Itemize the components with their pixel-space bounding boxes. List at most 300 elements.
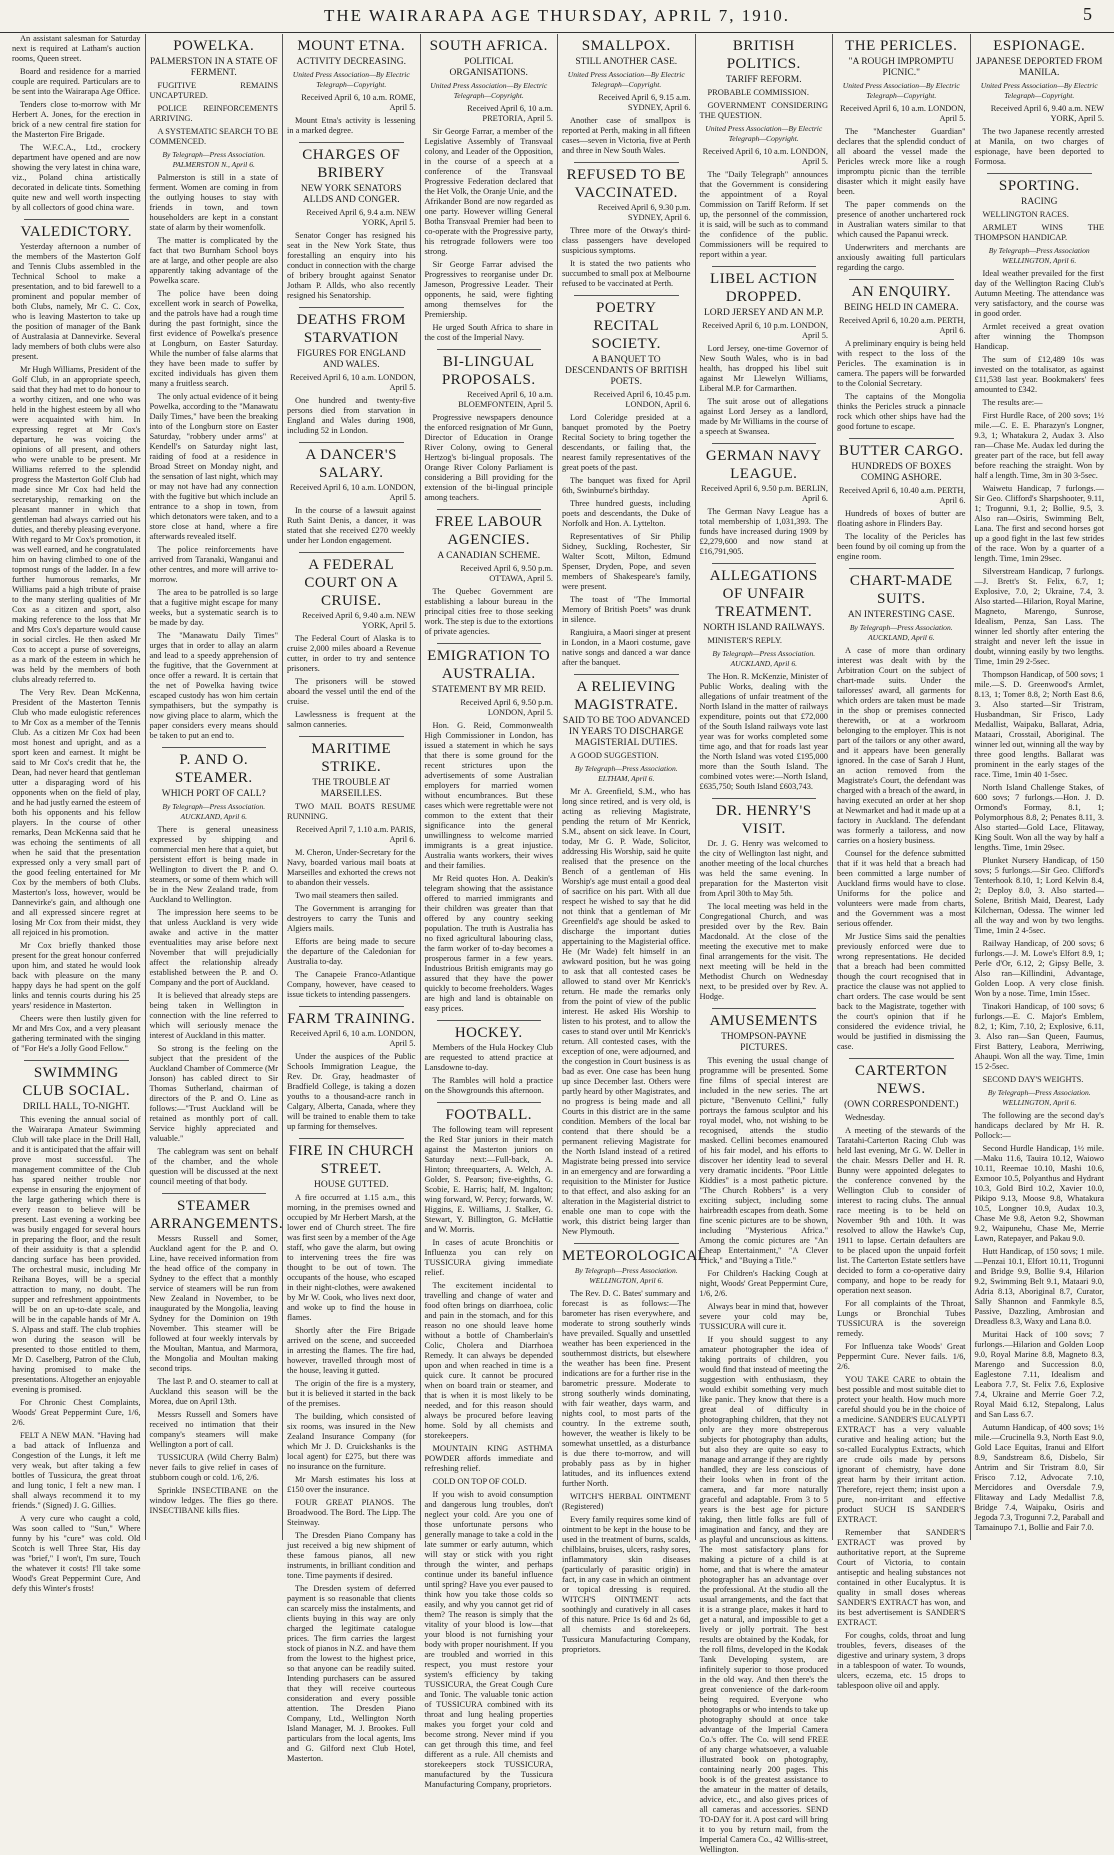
article-headline: EMIGRATION TO AUSTRALIA. [427,648,551,682]
article-paragraph: For Children's Hacking Cough at night, Woods' Great Peppermint Cure, 1/6, 2/6. [699,1269,828,1298]
article-paragraph: The captains of the Mongolia thinks the Pericles struck a pinnacle rock which other ships have had the good fortune to escape. [837,392,966,431]
article [700,447,829,557]
article-divider [437,1020,542,1021]
article [287,37,416,136]
article [837,283,966,432]
article-paragraph: The following are the second day's handicaps declared by Mr H. R. Pollock:— [974,1111,1104,1140]
article-paragraph: The banquet was fixed for April 6th, Swinburne's birthday. [562,476,691,495]
article-headline: POETRY RECITAL SOCIETY. [591,300,661,352]
article-divider [987,173,1093,174]
article [12,34,141,213]
article-paragraph: Received April 6, 10 a.m. LONDON, April 5. [290,1029,416,1048]
article-paragraph: COLD ON TOP OF COLD. [432,1477,527,1486]
article-divider [574,674,679,675]
article-paragraph: M. Cheron, Under-Secretary for the Navy, boarded various mail boats at Marseilles and exhorted the crews not to abandon their vessels. [287,848,416,887]
article-divider [574,162,679,163]
article-paragraph: The only actual evidence of it being Powelka, according to the "Manawatu Daily Times," have been the breaking into of the Longburn store on Easter Saturday, "robbery under arms" at Kendell's on Saturday night last, raiding of food at a residence in Broad Street on Monday night, and the sensation of last night, which may or may not have had any connection with the fugitive but which include an entrance to a shop in town, from which detonators were taken, and to a store close at hand, where a fire afterwards revealed itself. [149,392,278,541]
article-paragraph: POLICE REINFORCEMENTS ARRIVING. [149,104,278,123]
article-subheadline: JAPANESE DEPORTED FROM MANILA. [976,57,1103,78]
article-paragraph: The matter is complicated by the fact that two Burnham School boys are at large, and other people are also apparently taking advantage of the Powelka scare. [149,236,278,285]
article-paragraph: The "Daily Telegraph" announces that the Government is considering the appointment of a Royal Commission on Tariff Reform. If set up, the personnel of the commission, it is said, will be such as to command the confidence of the public. Commissioners will be required to report within a year. [699,170,828,259]
article-divider [299,1006,404,1007]
article-paragraph: A GOOD SUGGESTION. [570,751,659,760]
article-paragraph: Received April 6, 9.4 a.m. NEW YORK, April 5. [306,208,416,227]
article-subheadline: FIGURES FOR ENGLAND AND WALES. [296,349,406,370]
article [425,1106,554,1790]
article [287,1142,416,1764]
article-paragraph: Received April 6, 9.50 p.m. BERLIN, April 6. [700,484,828,503]
article-divider [299,1138,404,1139]
article-paragraph: GOVERNMENT CONSIDERING THE QUESTION. [699,101,828,120]
article-paragraph: Underwriters and merchants are anxiously awaiting full particulars regarding the cargo. [837,243,966,272]
article-paragraph: FOUR GREAT PIANOS. The Broadwood. The Bord. The Lipp. The Steinway. [287,1498,416,1527]
article-paragraph: The Federal Court of Alaska is to cruise 2,000 miles aboard a Revenue cutter, in order to try and sentence prisoners. [287,634,416,673]
article-paragraph: The police have been doing excellent work in search of Powelka, and the patrols have had a rough time during the past fortnight, since the first evidence of Powelka's presence at Longburn, on Easter Saturday. While the number of false alarms that they have been made to suffer by excited individuals has given them many a fruitless search. [149,289,278,388]
article-subheadline: SAID TO BE TOO ADVANCED IN YEARS TO DISCHARGE MAGISTERIAL DUTIES. [562,716,690,748]
article [700,802,829,1002]
article-paragraph: Received April 6, 9.40 a.m. NEW YORK, April 5. [990,104,1104,123]
article-paragraph: It is believed that already steps are being taken in Wellington in connection with the line referred to which will seriously menace the interest of Auckland in this matter. [149,991,278,1040]
article-subheadline: RACING [1021,197,1058,207]
article-divider [162,747,267,748]
article-paragraph: Received April 6, 10 a.m. LONDON, April 5. [290,483,416,502]
article-paragraph: MOUNTAIN KING ASTHMA POWDER affords immediate and refreshing relief. [424,1444,553,1473]
article-divider [299,307,404,308]
article-paragraph: Sprinkle INSECTIBANE on the window ledges. The flies go there. INSECTIBANE kills flies. [149,1486,278,1515]
article-paragraph: Received April 6, 10 a.m. PRETORIA, April 5. [467,104,553,123]
article-paragraph: Mr Justice Sims said the penalties previously enforced were due to wrong representations. He decided that a breach had been committed though the court recognised that in practice the clause was not applied to chart orders. The case would be sent back to the Magistrate, together with the court's opinion that if he considered the evidence trivial, he would be justified in dismissing the case. [837,932,966,1051]
article-paragraph: The two Japanese recently arrested at Manila, on two charges of espionage, have been deported to Formosa. [974,127,1104,166]
article [287,1010,416,1132]
article-paragraph: Efforts are being made to secure the departure of the Caledonian for Australia to-day. [287,937,416,966]
article-headline: STEAMER ARRANGEMENTS. [149,1198,284,1232]
article-paragraph: The Quebec Government are establishing a labour bureau in the principal cities free to those seeking work. The step is due to the extortions of private agencies. [424,587,553,636]
article-divider [299,552,404,553]
article-paragraph: Under the auspices of the Public Schools Immigration League, the Rev. Dr. Gray, headmaster of Bradfield College, is taking a dozen youths to a thousand-acre ranch in Calgary, Alberta, Canada, where they will be trained to enable them to take up farming for themselves. [287,1052,416,1131]
article-divider [712,266,817,267]
article-divider [299,442,404,443]
article-paragraph: This evening the usual change of programme will be presented. Some fine films of special interest are included in the new series. The art picture, "Benvenuto Cellini," fully portrays the famous sculptor and his royal model, who, not wishing to be recognised, attends the studio masked. Cellini becomes enamoured of his fair model, and his efforts to discover her identity lead to several very dramatic incidents. "Poor Little Kiddies" is a most pathetic picture. "The Church Robbers" is a very exciting subject, including some hairbreadth escapes from death. Some fine scenic pictures are to be shown, including "Mysterious Africa." Among the comic pictures are "An Cheap Entertainment," "A Clever Trick," and "Buying a Title." [699,1056,828,1265]
article-headline: MOUNT ETNA. [297,38,406,54]
article-paragraph: Sir George Farrar, a member of the Legislative Assembly of Transvaal colony, and Leader of the Opposition, in the course of a speech at a conference of the Transvaal Progressive Federation declared that the Het Volk, the Oranje Unie, and the Afrikander Bond are now regarded as one party. However willing General Botha Transvaal Premier had been to co-operate with the Progressive party, his retrograde followers were too strong. [424,127,553,256]
article-paragraph: Every family requires some kind of ointment to be kept in the house to be used in the treatment of burns, scalds, chilblains, bruises, ulcers, rashy sores, inflammatory skin diseases (particularly of parasitic origin) in fact, in any case in which an ointment or topical dressing is required. WITCH'S OINTMENT acts soothingly and curatively in all cases of this nature. Price 1s 6d and 2s 6d, all chemists and storekeepers. Tussicura Manufacturing Company, proprietors. [562,1515,691,1654]
article-divider [712,798,817,799]
article [12,223,141,1054]
article-paragraph: By Telegraph—Press Association. WELLINGTON, April 6. [987,1088,1091,1107]
article-paragraph: Messrs Russell and Somer, Auckland agent for the P. and O. Line, have received information from the head office of the company in Sydney to the effect that a monthly service of steamers will be run from New Zealand in November, to be inaugurated by the Mongolia, leaving Sydney for the Dominion on 19th November. This steamer will be followed at four weekly intervals by the Moultan, Mantua, and Marmora, the Mongolia and Moultan making second trips. [149,1234,278,1373]
article-headline: FOOTBALL. [445,1107,533,1123]
article-paragraph: The German Navy League has a total membership of 1,031,393. The funds have increased during 1909 by £2,279,600 and now stand at £16,791,905. [699,507,828,556]
article-paragraph: Received April 6, 10 p.m. LONDON, April 5. [702,321,828,340]
article-headline: A DANCER'S SALARY. [305,447,397,481]
article-paragraph: There is general uneasiness expressed by shipping and commercial men here that a quiet, but persistent effort is being made in Wellington to divert the P. and O. steamers, or some of them which will be in the New Zealand trade, from Auckland to Wellington. [149,825,278,904]
article [287,146,416,301]
article-paragraph: The Government is arranging for destroyers to carry the Tunis and Algiers mails. [287,904,416,933]
article-paragraph: Progressive newspapers denounce the enforced resignation of Mr Gunn, Director of Education in Orange River Colony, owing to General Hertzog's bi-lingual proposals. The Orange River Colony Parliament is considering a Bill providing for the extension of the bi-lingual principle among teachers. [424,413,553,502]
article-divider [712,563,817,564]
article-paragraph: The cablegram was sent on behalf of the chamber, and the whole question will be discussed at the next council meeting of that body. [149,1147,278,1186]
article-headline: A RELIEVING MAGISTRATE. [574,679,679,713]
article-paragraph: Counsel for the defence submitted that if it was held that a breach had been committed a large number of Auckland firms would have to close. Uniforms for the police and volunteers were made from charts, and the Government was a most serious offender. [837,849,966,928]
article-paragraph: The paper commends on the presence of another unchartered rock in Australian waters similar to that which caused the Papanui wreck. [837,200,966,239]
article-subheadline: TARIFF REFORM. [725,75,802,85]
article-paragraph: The results are:— [982,398,1043,407]
article-paragraph: Board and residence for a married couple are required. Particulars are to be sent into the Wairarapa Age Office. [12,67,141,96]
article-paragraph: The Rambles will hold a practice on the Showgrounds this afternoon. [424,1076,553,1095]
article-subheadline: WHICH PORT OF CALL? [161,789,266,799]
article-headline: DEATHS FROM STARVATION [296,312,406,346]
column-5 [558,34,708,1654]
article-subheadline: LORD JERSEY AND AN M.P. [704,308,824,318]
article-headline: A FEDERAL COURT ON A CRUISE. [304,557,399,609]
article-paragraph: Shortly after the Fire Brigade arrived on the scene, and succeeded in arresting the flames. The fire had, however, travelled through most of the house, leaving it gutted. [287,1326,416,1375]
article-headline: BI-LINGUAL PROPOSALS. [441,354,536,388]
article-paragraph: Lawlessness is frequent at the salmon canneries. [287,710,416,729]
article-headline: CHARGES OF BRIBERY [302,147,401,181]
article-paragraph: TUSSICURA (Wild Cherry Balm) never fails to give relief in cases of stubborn cough or cold. 1/6, 2/6. [149,1453,278,1482]
article-divider [712,1008,817,1009]
article-paragraph: The Dresden system of deferred payment is so reasonable that clients can scarcely miss the instalments, and clients buying in this way are only charged the legitimate catalogue prices. The firm carries the largest stock of pianos in N.Z. and have them from the lowest to the highest price, so that anyone can be readily suited. Intending purchasers can be assured that they will receive courteous consideration and every possible attention. The Dresden Piano Company, Ltd., Wellington North Island Manager, M. J. Brookes. Full particulars from the local agents, Ims and G. Gilford next Club Hotel, Masterton. [287,1584,416,1763]
article-paragraph: Palmerston is still in a state of ferment. Women are coming in from the outlying houses to stay with friends in town, and town householders are kept in a constant state of alarm by their womenfolk. [149,173,278,232]
article-paragraph: The local meeting was held in the Congregational Church, and was presided over by the Rev. Bain Macdonald. At the close of the meeting the executive met to make final arrangements for the visit. The next meeting will be held in the Methodist Church on Wednesday next, to be presided over by Rev. A. Hodge. [699,902,828,1001]
article-paragraph: If you should suggest to any amateur photographer the idea of taking portraits of children, you would find that instead of meeting the suggestion with enthusiasm, they would exhibit something very much like panic. They know that there is a great deal of difficulty in photographing children, that they not only are they more obstreperous subjects for photography than adults, but also they are quite so easy to manage and arrange if they are rightly handled, they are less conscious of their looks when in front of the camera, and far more naturally graceful and adaptable. From 3 to 5 years is the best age for picture taking, then little folks are full of imagination and fancy, and they are as playful and uncunscious as kittens. The most satisfactory plans for making a picture of a child is at home, and that is where the amateur photographer has an advantage over the professional. At the studio all the usual arrangements, and the fact that it is a strange place, makes it hard to get a natural, and impossible to get a lively or jolly portrait. The best results are obtained by the Kodak, for the roll films, developed in the Kodak Tank Developing system, are infinitely superior to those produced in the old way. And then there's the great convenience of the dark-room being required. Everyone who photographs or who intends to take up photography should at once take advantage of the Imperial Camera Co.'s offer. The Co. will send FREE of any charge whatsoever, a valuable illustrated book on photography, containing nearly 200 pages. This book is of the greatest assistance to the amateur in the matter of details, advice, etc., and also gives prices of all cameras and accessories. SEND TO-DAY for it. A post card will bring it to you by return mail, from the Imperial Camera Co., 42 Willis-street, Wellington. [699,1335,828,1854]
article-divider [849,279,954,280]
article-paragraph: For Chronic Chest Complaints, Woods' Great Peppermint Cure, 1/6, 2/6. [12,1398,141,1427]
article-paragraph: Plunket Nursery Handicap, of 150 sovs; 5 furlongs.—Sir Geo. Clifford's Tenterhook 8.10, 1; Lord Kelvin 8.4, 2; Deploy 8.0, 3. Also started—Solene, British Maid, Dearest, Lady Kilchernan, Odessa. The winner led all the way and won by two lengths. Time, 1min 2 4-5sec. [974,856,1104,935]
article [562,37,691,156]
article [287,556,416,730]
article-paragraph: Armlet received a great ovation after winning the Thompson Handicap. [974,322,1104,351]
article-divider [574,295,679,296]
article-paragraph: The last P. and O. steamer to call at Auckland this season will be the Morea, due on April 13th. [149,1377,278,1406]
article-paragraph: Always bear in mind that, however severe your cold may be, TUSSICURA will cure it. [699,1302,828,1331]
article-subheadline: A CANADIAN SCHEME. [437,551,541,561]
column-3 [283,34,421,1763]
article [12,1064,141,1594]
article [287,311,416,436]
article-paragraph: Received April 6, 10 a.m. LONDON, April 5. [840,104,966,123]
article-paragraph: By Telegraph—Press Association. ELTHAM, April 6. [574,764,678,783]
article-paragraph: A very cure who caught a cold, Was soon called to "Sun," Where funny by his "cure" was cold. Old Scotch is well Three Star, His day was "brief," I won't, I'm sure, Touch the whatever it costs! I'll take some Wood's Great Peppermint Cure, And defy this Winter's frosts! [12,1514,141,1593]
article-paragraph: An assistant salesman for Saturday next is required at Latham's auction rooms, Queen street. [12,34,141,63]
article-headline: POWELKA. [173,38,255,54]
article-paragraph: Yesterday afternoon a number of the members of the Masterton Golf and Tennis Clubs assembled in the Technical School to make a presentation, and to bid farewell to a prominent and popular member of both Clubs, namely, Mr C. C. Cox, who is leaving Masterton to take up the position of manager of the Bank of Australasia at Dannevirke. Several lady members of both clubs were also present. [12,242,141,361]
article [562,1247,708,1655]
article-paragraph: MINISTER'S REPLY. [707,636,783,645]
article-subheadline: STILL ANOTHER CASE. [575,57,678,67]
article-paragraph: United Press Association—By Electric Telegraph—Copyright. [567,70,685,89]
article-subheadline: POLITICAL ORGANISATIONS. [449,57,528,78]
article-paragraph: North Island Challenge Stakes, of 600 sovs; 7 furlongs.—Hon. J. D. Ormond's Formay, 8.1, 1; Polymorphous 8.8, 2; Penates 8.11, 3. Also started—Gold Lace, Flitaway, King Soult. Won all the way by half a lengths. Time, 1min 29sec. [974,783,1104,852]
column-4 [421,34,559,1789]
article-paragraph: Sir George Farrar advised the Progressives to reorganise under Dr. Jameson, Progressive Leader. Their opponents, he said, were fighting among themselves for the Premiership. [424,260,553,319]
article-divider [299,142,404,143]
article-divider [24,1060,129,1061]
article-headline: ESPIONAGE. [993,38,1086,54]
article-subheadline: NEW YORK SENATORS ALLDS AND CONGER. [300,184,402,205]
article-paragraph: Received April 6, 10 a.m. ROME, April 5. [301,93,416,112]
article-paragraph: He urged South Africa to share in the cost of the Imperial Navy. [424,323,553,342]
article-paragraph: The Canapeie Franco-Atlantique Company, however, have ceased to issue tickets to intending passengers. [287,970,416,999]
article [837,442,966,562]
page-number: 5 [1083,4,1092,24]
article [425,1024,554,1096]
article-paragraph: By Telegraph—Press Association. AUCKLAND, April 6. [849,623,953,642]
article-paragraph: Three more of the Otway's third-class passengers have developed suspicious symptoms. [562,226,691,255]
article-subheadline: AN INTERESTING CASE. [847,610,955,620]
article-paragraph: Mount Etna's activity is lessening in a marked degree. [287,116,416,135]
article-subheadline: A BANQUET TO DESCENDANTS OF BRITISH POETS. [565,355,688,387]
article-headline: LIBEL ACTION DROPPED. [709,271,818,305]
article-headline: VALEDICTORY. [20,224,132,240]
article [837,572,966,1052]
article-paragraph: Received April 6, 10 a.m. LONDON, April 5. [702,147,828,166]
article-paragraph: By Telegraph—Press Association. AUCKLAND, April 6. [712,649,816,668]
article-paragraph: Remember that SANDER'S EXTRACT was proved by authoritative report, at the Supreme Court of Victoria, to contain antiseptic and healing substances not contained in other Eucalyptus. It is quality in small doses whereas SANDER'S EXTRACT has won, and its best advertisement is SANDER'S EXTRACT. [837,1528,966,1627]
article-paragraph: Received April 6, 10.20 a.m. PERTH, April 6. [839,316,966,335]
article-headline: CARTERTON NEWS. [855,1063,948,1097]
article-subheadline: DRILL HALL, TO-NIGHT. [22,1102,130,1112]
article-paragraph: The excitement incidental to travelling and change of water and food often brings on diarrhoea, colic and pain in the stomach, and for this reason no one should leave home without a bottle of Chamberlain's Colic, Cholera and Diarrhoea Remedy. It can always be depended upon and when reached in time is a quick cure. It cannot be procured when on board train or steamer, and that is when it is most likely to be needed, and for this reason should always be procured before leaving home. Sold by all chemists and storekeepers. [424,1281,553,1440]
article-divider [437,1102,542,1103]
article-paragraph: WITCH'S HERBAL OINTMENT (Registered) [562,1492,691,1511]
article [975,37,1105,167]
article [562,166,691,289]
column-2 [146,34,284,1540]
article-headline: BRITISH POLITICS. [726,38,801,72]
article-paragraph: This evening the annual social of the Wairarapa Amateur Swimming Club will take place in the Drill Hall, and it is anticipated that the affair will prove most successful. The management committee of the Club has spared neither trouble nor expense in ensuring the enjoyment of the large gathering which there is every reason to believe will be present. Last evening a working bee was busily engaged for several hours in preparing the floor, and the result of their assiduity is that a splendid dancing surface has been provided. The orchestral music, including Mr Reihana Boyes, will be a special attraction to many, no doubt. The supper and refreshment appointments will be on an up-to-date scale, and will be in the capable hands of Mr A. S. Alpass and staff. The club trophies won during the season will be presented to those entitled to them, Mr D. Caselberg, Patron of the Club, having promised to make the presentations. Altogether an enjoyable evening is promised. [12,1115,141,1394]
article-paragraph: The Dresden Piano Company has just received a big new shipment of these famous pianos, all new instruments, in brilliant condition and tone. Time payments if desired. [287,1531,416,1580]
article-subheadline: HOUSE GUTTED. [314,1180,389,1190]
article-paragraph: Thompson Handicap, of 500 sovs; 1 mile.—S. D. Greenwood's Armlet, 8.13, 1; Tomer 8.8, 2; North East 8.6, 3. Also started—Sir Tristram, Husbandman, Sir Frisco, Lady Medallist, Waipaku, Ballarat, Adria, Mataari, Crosstail, Aboriginal. The winner led out, winning all the way by three good lengths. Ballarat was prominent in the early stages of the race. Time, 1min 40 1-5sec. [974,670,1104,779]
article [287,740,416,1000]
article-paragraph: A SYSTEMATIC SEARCH TO BE COMMENCED. [149,127,278,146]
article-headline: THE PERICLES. [845,38,958,54]
article-paragraph: First Hurdle Race, of 200 sovs; 1½ mile.—C. E. E. Pharazyn's Longner, 9.3, 1; Whatakura 2, Audax 3. Also ran—Chase Me. Audax led during the greater part of the race, but fell away before reaching the straight. Won by half a length. Time, 3m in 30 3-5sec. [974,411,1104,480]
article-paragraph: Waiwetu Handicap, 7 furlongs.—Sir Geo. Clifford's Sharpshooter, 9.11, 1; Trogunni, 9.1, 2; Bollie, 9.5, 3. Also ran—Osiris, Swimming Belt, Lana. The first and second horses got up a good fight in the last few strides of the race. Won by a quarter of a length. Time, 1min 29sec. [974,484,1104,563]
article-paragraph: Mr Marsh estimates his loss at £150 over the insurance. [287,1475,416,1494]
article-paragraph: Senator Conger has resigned his seat in the New York State, thus forestalling an enquiry into his conduct in connection with the charge of bribery brought against Senator Jotham P. Allds, who also recently resigned his Senatorship. [287,231,416,300]
article-headline: SOUTH AFRICA. [429,38,548,54]
column-8 [971,34,1109,1540]
article-paragraph: The "Manchester Guardian" declares that the splendid conduct of all aboard the vessel made the Pericles wreck more like a rough impromptu picnic than the terrible disaster which it might easily have been. [837,127,966,196]
article-paragraph: Two mail steamers then sailed. [295,891,399,900]
article-headline: SMALLPOX. [581,38,671,54]
article [287,446,416,546]
article-paragraph: Received April 6, 10.40 a.m. PERTH, April 6. [839,486,966,505]
article-divider [299,736,404,737]
article-headline: AMUSEMENTS [709,1013,818,1029]
article-paragraph: United Press Association—By Electric Telegraph—Copyright. [842,81,960,100]
article [150,37,279,741]
article-subheadline: "A ROUGH IMPROMPTU PICNIC." [848,57,954,78]
article-paragraph: Lord Jersey, one-time Governor of New South Wales, who is in bad health, has dropped his libel suit against Mr Llewelyn Williams, Liberal M.P. for Carmarthen. [699,344,828,393]
article [425,647,554,1014]
article-paragraph: Messrs Russell and Somers have received no intimation that their company's steamers will make Wellington a port of call. [149,1410,278,1449]
article-subheadline: THE TROUBLE AT MARSEILLES. [312,778,391,799]
article-paragraph: Another case of smallpox is reported at Perth, making in all fifteen cases—seven in Victoria, five at Perth and three in New South Wales. [562,116,691,155]
article-paragraph: United Press Association—By Electric Telegraph—Copyright. [430,81,548,100]
article-headline: CHART-MADE SUITS. [849,573,953,607]
article-paragraph: The Very Rev. Dean McKenna, President of the Masterton Tennis Club who made eulogistic references to Mr Cox as a member of the Tennis Club. As a citizen Mr Cox had been most honest and upright, and as a sport keen and earnest. It might be said to Mr Cox's credit that he, the Dean, had never heard that gentleman utter a disparaging word of his opponents when on the field of play, and he had justly earned the esteem of both his opponents and his fellow players. In the course of other remarks, Dean McKenna said that he was echoing the sentiments of all when he said that the presentation expressed only a very small part of the good feeling entertained for Mr Cox by the members of both Clubs. Masterton's loss, however, would be Dannevirke's gain, and although one and all expressed sincere regret at losing Mr Cox from their midst, they all rejoiced in his promotion. [12,688,141,937]
article-paragraph: Muritai Hack of 100 sovs; 7 furlongs.—Hilarion and Golden Loop 9.0, Royal Marine 8.8, Magneto 8.3, Marengo and Succession 8.0, Eaglestone 7.11, Idealism and Leabora 7.7, St. Felix 7.6, Explosive 7.4, Ukraine and Merrie Goer 7.2, Royal Maid 6.12, Stepalong, Lalus and San Lass 6.7. [974,1330,1104,1419]
article-headline: BUTTER CARGO. [838,443,964,459]
article-divider [849,438,954,439]
article-paragraph: WELLINGTON RACES. [982,210,1069,219]
article-paragraph: Hutt Handicap, of 150 sovs; 1 mile.—Penzai 10.1, Elfort 10.11, Trogunni and Bridge 9.9, Bollie 9.4, Hilarion 9.2, Swimming Belt 9.1, Mataari 9.0, Adria 8.13, Aboriginal 8.7, Curator, Sally Shannon and Fanmkyle 8.5, Passive, Dazzling, Ambrosian and Dreadless 8.3, Waxy and Lana 8.0. [974,1247,1104,1326]
article-divider [437,643,542,644]
article-paragraph: Cheers were then lustily given for Mr and Mrs Cox, and a very pleasant gathering terminated with the singing of "For He's a Jolly Good Fellow." [12,1014,141,1053]
article-subheadline: NORTH ISLAND RAILWAYS. [702,623,825,633]
article-headline: METEOROLOGICAL [562,1248,708,1264]
article-paragraph: Received April 6, 9.30 p.m. SYDNEY, April 6. [597,203,691,222]
column-7 [833,34,971,1690]
article-paragraph: The prisoners will be stowed aboard the vessel until the end of the cruise. [287,677,416,706]
article-paragraph: United Press Association—By Electric Telegraph—Copyright. [705,124,823,143]
article-paragraph: In cases of acute Bronchitis or Influenza you can rely on TUSSICURA giving immediate relief. [424,1238,553,1277]
article-headline: ALLEGATIONS OF UNFAIR TREATMENT. [709,568,818,620]
article-paragraph: Received April 6, 9.50 p.m. LONDON, April 5. [460,698,553,717]
article-paragraph: Mr Cox briefly thanked those present for the great honour conferred upon him, and stated he would look back with pleasure on the many happy days he had spent on the golf links and tennis courts during his 25 years' residence in Masterton. [12,941,141,1010]
article-subheadline: HUNDREDS OF BOXES COMING ASHORE. [851,462,952,483]
article [150,751,279,1187]
article [149,1197,284,1516]
article-subheadline: BEING HELD IN CAMERA. [843,303,959,313]
article [700,37,829,260]
article-paragraph: The following team will represent the Red Star juniors in their match against the Masterton juniors on Saturday next:—Full-back, A. Hinton; threequarters, A. Welch, A. Golder, S. Pearson; five-eighths, G. Scobie, E. Harris; half, M. Ingalton; wing forward, W. Percy; forwards, W. Higgins, E. Williams, J. Stalker, G. Stewart, Y. Billington, G. McHattie and W. Morris. [424,1125,553,1234]
article [700,567,829,792]
article [700,270,829,437]
article-paragraph: For Influenza take Woods' Great Peppermint Cure. Never fails. 1/6, 2/6. [837,1342,966,1371]
article-paragraph: Mr Hugh Williams, President of the Golf Club, in an appropriate speech, said that they had met to do honour to a worthy citizen, and one who was held in the highest esteem by all who were acquainted with him. In expressing regret at Mr Cox's departure, he was voicing the opinions of all present, and others who were unable to be present. Mr Williams referred to the splendid progress the Masterton Golf Club had made since Mr Cox had held the secretaryship, remarking on the pleasant manner in which that gentleman had always carried out his duties, and thereby pleasing everyone. With regard to Mr Cox's promotion, it was well earned, and he congratulated him on having climbed to one of the topmost rungs of the ladder. In a few further humorous remarks, Mr Williams paid a high tribute of praise to the many sterling qualities of Mr Cox as a citizen and sport, also making reference to the loss that Mr and Mrs Cox's departure would cause in social circles. He then asked Mr Cox to accept a purse of sovereigns, as a mark of the esteem in which he was held by the members of both clubs already referred to. [12,365,141,684]
article-paragraph: The toast of "The Immortal Memory of British Poets" was drunk in silence. [562,595,691,624]
article-paragraph: Three hundred guests, including poets and descendants, the Duke of Norfolk and Hon. A. Lyttelton. [562,499,691,528]
article-paragraph: For coughs, colds, throat and lung troubles, fevers, diseases of the digestive and urinary system, 3 drops in a tablespoon of water. To wounds, ulcers, eczema, etc. 15 drops to tablespoon olive oil and apply. [837,1631,966,1690]
article-paragraph: The suit arose out of allegations against Lord Jersey as a landlord, made by Mr Williams in the course of a speech at Swansea. [699,397,828,436]
article-paragraph: The building, which consisted of six rooms, was insured in the New Zealand Insurance Company (for which Mr J. D. Cruickshanks is the local agent) for £275, but there was no insurance on the furniture. [287,1412,416,1471]
article-paragraph: Members of the Hula Hockey Club are requested to attend practice at Lansdowne to-day. [424,1043,553,1072]
article-paragraph: By Telegraph—Press Association. PALMERSTON N., April 6. [162,150,266,169]
article-paragraph: Hundreds of boxes of butter are floating ashore in Flinders Bay. [837,509,966,528]
article-paragraph: FELT A NEW MAN. "Having had a bad attack of Influenza and Congestion of the Lungs, it left me very weak, but after taking a few bottles of Tussicura, the great throat and lung tonic, I felt a new man. I shall always recommend it to my friends." (Signed) J. G. Gillies. [12,1431,141,1510]
article-paragraph: Ideal weather prevailed for the first day of the Wellington Racing Club's Autumn Meeting. The attendance was very satisfactory, and the course was in good order. [974,269,1104,318]
article-paragraph: SECOND DAY'S WEIGHTS. [982,1075,1084,1084]
article-paragraph: For all complaints of the Throat, Lungs or Bronchial Tubes TUSSICURA is the sovereign remedy. [837,1299,966,1338]
article-paragraph: Mr A. Greenfield, S.M., who has long since retired, and is very old, is acting as relieving Magistrate, pending the return of Mr Kenrick, S.M., absent on sick leave. In Court, today, Mr G. P. Wade, Solicitor, addressing His Worship, said he quite realised that the presence on the Bench of a gentleman of His Worship's age must entail a good deal of sacrifice on his part. With all due respect he wished to say that he did not think that a gentleman of Mr Greenfield's age should be asked to discharge the important duties appertaining to the Magisterial office. He (Mr Wade) felt himself in an awkward position, but he was going to ask that all contested cases be allowed to stand over Mr Kenrick's return. He made the remarks only from the point of view of the public interest. He asked His Worship to listen to his protest, and to allow the cases to stand over until Mr Kenrick's return. All contested cases, with the exception of one, were adjourned, and the congestion in Court business is as bad as ever. One case has been hung up since December last. Others were partly heard by other Magistrates, and no progress is being made and all Courts in this district are in the same condition. Members of the local bar contend that there should be a permanent relieving Magistrate for the North Island instead of a retired Magistrate being pressed into service in an emergency and are forwarding a requisition to the Minister for Justice to that effect, and also asking for an alteration in the Magisterial district to enable one man to cope with the work, this district being larger than New Plymouth. [562,787,691,1236]
article-paragraph: Dr. J. G. Henry was welcomed to the city of Wellington last night, and another meeting of the local churches was held the same evening. In preparation for the Masterton visit from April 30th to May 5th. [699,839,828,898]
column-1 [8,34,146,1593]
article-paragraph: Received April 6, 9.15 a.m. SYDNEY, April 6. [598,93,691,112]
article [837,1062,966,1691]
article-paragraph: Silverstream Handicap, 7 furlongs.—J. Brett's St. Felix, 6.7, 1; Explosive, 7.0, 2; Ukraine, 7.4, 3. Also started—Hilarion, Royal Marine, Magneto, Marengo, Sunrose, Idealism, Penza, San Lass. The winner led shortly after entering the straight and never left the issue in doubt, winning easily by two lengths. Time, 1min 29 2-5sec. [974,567,1104,666]
article-paragraph: The locality of the Pericles has been found by oil coming up from the engine room. [837,532,966,561]
article-divider [24,219,129,220]
article-headline: GERMAN NAVY LEAGUE. [705,448,822,482]
article-paragraph: Received April 6, 10 a.m. BLOEMFONTEIN, April 5. [458,390,553,409]
article-paragraph: Railway Handicap, of 200 sovs; 6 furlongs.—J. M. Lowe's Elfort 8.9, 1; Perle d'Or, 6.12, 2; Gipsy Belle, 3. Also ran—Killindini, Advantage, Golden Loop. A very close finish. Won by a nose. Time, 1min 15sec. [974,939,1104,998]
article-divider [574,1243,679,1244]
article-paragraph: The origin of the fire is a mystery, but it is believed it started in the back of the premises. [287,1379,416,1408]
article-paragraph: By Telegraph—Press Association. WELLINGTON, April 6. [574,1266,678,1285]
article-paragraph: The Hon. R. McKenzie, Minister of Public Works, dealing with the allegations of unfair treatment of the North Island in the matter of railways expenditure, points out that £72,000 of the South Island railways vote last year was for works completed some time ago, and that for roads last year the North Island was voted £195,000 more than the South Island. The combined votes were:—North Island, £635,750; South Island £603,743. [699,672,828,791]
article-paragraph: Autumn Handicap, of 400 sovs; 1½ mile.—Crucinella 9.3, North East 9.0, Gold Lace Equitas, Iranui and Elfort 8.9, Sandstream 8.6, Disbelo, Sir Antrim and Sir Tristram 8.0, Sir Frisco 7.12, Advocate 7.10, Mercidores and Oversdale 7.9, Flitaway and Lady Medallist 7.8, Bridge 7.4, Waipaku, Osiris and Jegoda 7.3, Trogunni 7.2, Paraball and Tamainupo 7.1, Bollie and Fair 7.0. [974,1423,1104,1532]
article-paragraph: The "Manawatu Daily Times" urges that in order to allay an alarm and lead to a speedy apprehension of the fugitive, that the Government at once offer a reward. It is certain that the net of Powelka having twice escaped custody has won him certain sympathisers, but the sympathy is now giving place to alarm, which the paper considers every means should be taken to put an end to. [149,631,278,740]
article-subheadline: PALMERSTON IN A STATE OF FERMENT. [149,57,278,78]
article [425,37,554,343]
article-paragraph: The W.F.C.A., Ltd., crockery department have opened and are now showing the very latest in china ware, viz., Poland china artistically decorated in delicate tints. Something quite new and well worth inspecting by all collectors of good china ware. [12,143,141,212]
article-paragraph: Received April 7, 1.10 a.m. PARIS, April 6. [296,825,416,844]
article-paragraph: TWO MAIL BOATS RESUME RUNNING. [287,802,416,821]
article-paragraph: Lord Coleridge presided at a banquet promoted by the Poetry Recital Society to bring together the descendants, or failing that, the nearest family representatives of the great poets of the past. [562,413,691,472]
article-paragraph: United Press Association—By Electric Telegraph—Copyright. [292,70,410,89]
newspaper-title: THE WAIRARAPA AGE THURSDAY, APRIL 7, 1910. [323,6,791,25]
article-headline: REFUSED TO BE VACCINATED. [566,167,686,201]
article-headline: HOCKEY. [454,1025,523,1041]
article-paragraph: The police reinforcements have arrived from Taranaki, Wanganui and other centres, and more will arrive to-morrow. [149,545,278,584]
newspaper-columns [8,34,1108,1854]
article [562,678,691,1237]
article-paragraph: Received April 6, 10 a.m. LONDON, April 5. [290,373,416,392]
article-paragraph: The area to be patrolled is so large that a fugitive might escape for many weeks, but a systematic search is to be made by day. [149,588,278,627]
article-divider [437,349,542,350]
article [700,1012,829,1855]
article-paragraph: PROBABLE COMMISSION. [707,88,809,97]
article-paragraph: If you wish to avoid consumption and dangerous lung troubles, don't neglect your cold. Are you one of those unfortunate persons who generally manage to take a cold in the late summer or early autumn, which will stay or stick with you right through the winter, and perhaps continue under its baneful influence until spring? Have you ever paused to think how you take those colds so easily, and why you cannot get rid of them? The reason is simply that the vitality of your blood is low—that your blood is not furnishing your body with proper nourishment. If you are troubled and worried in this respect, you must restore your system's efficiency by taking TUSSICURA, the Great Cough Cure and Tonic. The valuable tonic action of TUSSICURA combined with its throat and lung healing properties makes you forget your cold and become strong. Never mind if you can get through this time, and feel different as a rule. All chemists and storekeepers stock TUSSICURA, manufactured by the Tussicura Manufacturing Company, proprietors. [424,1490,553,1789]
article-paragraph: FUGITIVE REMAINS UNCAPTURED. [149,81,278,100]
article-divider [849,1058,954,1059]
article [837,37,966,273]
article-paragraph: In the course of a lawsuit against Ruth Saint Denis, a dancer, it was stated that she received £270 weekly under her London engagement. [287,506,416,545]
article-paragraph: Rangiuira, a Maori singer at present in London, in a Maori costume, gave native songs and danced a war dance after the banquet. [562,628,691,667]
article-paragraph: United Press Association—By Electric Telegraph—Copyright. [980,81,1098,100]
article-paragraph: By Telegraph—Press Association. AUCKLAND, April 6. [162,802,266,821]
article-headline: AN ENQUIRY. [851,284,951,300]
article-paragraph: Received April 6, 9.40 a.m. NEW YORK, April 5. [302,611,416,630]
article [975,177,1105,1533]
article-headline: FIRE IN CHURCH STREET. [288,1143,414,1177]
article-headline: MARITIME STRIKE. [311,741,392,775]
article-headline: SWIMMING CLUB SOCIAL. [22,1065,131,1099]
article-paragraph: A fire occurred at 1.15 a.m., this morning, in the premises owned and occupied by Mr Herbert Marsh, at the lower end of Church street. The fire was first seen by a member of the Age staff, who gave the alarm, but owing to intervening trees the fire was thought to be out of town. The occupants of the house, who escaped in their night-clothes, were awakened by Mr W. Cook, who lives next door, and woke up to find the house in flames. [287,1193,416,1322]
article-headline: DR. HENRY'S VISIT. [715,803,812,837]
column-6 [696,34,834,1854]
article-divider [712,443,817,444]
article-paragraph: It is stated the two patients who succumbed to small pox at Melbourne refused to be vaccinated at Perth. [562,259,691,288]
article-divider [437,509,542,510]
article-subheadline: ACTIVITY DECREASING. [296,57,406,67]
article-subheadline: (OWN CORRESPONDENT.) [844,1100,959,1110]
article-subheadline: STATEMENT BY MR REID. [431,685,546,695]
article-headline: FARM TRAINING. [287,1011,416,1027]
article-divider [849,568,954,569]
article-paragraph: ARMLET WINS THE THOMPSON HANDICAP. [974,223,1104,242]
article-paragraph: Mr Reid quotes Hon. A. Deakin's telegram showing that the assistance offered to married immigrants and their children was greater than that offered by any country seeking population. The truth is Australia has no fixed agricultural labouring class, the farm worker of to-day becomes a prosperous farmer in a few years. Industrious British emigrants may go assured that they have the power quickly to become freeholders. Wages are high and land is obtainable on easy prices. [424,874,553,1013]
article-paragraph: The sum of £12,489 10s was invested on the totalisator, as against £11,538 last year. Bookmakers' fees amounted to £342. [974,355,1104,394]
article-divider [162,1193,267,1194]
article-paragraph: The Rev. D. C. Bates' summary and forecast is as follows:—The barometer has risen everywhere, and moderate to strong southerly winds have prevailed. Squally and unsettled weather has been experienced in the southernmost districts, but elsewhere the weather has been fine. Present indications are for a further rise in the barometric pressure. Moderate to strong southerly winds dominating, with fair weather, days warm, and nights cool, to most parts of the country. In the extreme south, however, the weather is likely to be somewhat unsettled, as a disturbance is due there to-morrow, and will probably pass as by in higher latitudes, and its influences extend further North. [562,1289,691,1488]
article-subheadline: THOMPSON-PAYNE PICTURES. [721,1032,807,1053]
masthead [0,0,1114,33]
article-paragraph: Received April 6, 10.45 p.m. LONDON, April 6. [593,390,691,409]
article [425,353,554,503]
article-paragraph: One hundred and twenty-five persons died from starvation in England and Wales during 1908, including 52 in London. [287,396,416,435]
article-paragraph: Received April 6, 9.50 p.m. OTTAWA, April 5. [460,564,553,583]
article-paragraph: A preliminary enquiry is being held with respect to the loss of the Pericles. The examination is in camera. The papers will be forwarded to the Colonial Secretary. [837,339,966,388]
article-paragraph: So strong is the feeling on the subject that the president of the Auckland Chamber of Commerce (Mr Jonson) has cabled direct to Sir Thomas Sutherland, chairman of directors of the P. and O. Line as follows:—"Trust Auckland will be retained as monthly port of call. Service highly appreciated and valuable." [149,1044,278,1143]
article-paragraph: Representatives of Sir Philip Sidney, Suckling, Rochester, Sir Walter Scott, Milton, Edmund Spenser, Dryden, Pope, and seven members of Shakespeare's family, were present. [562,532,691,591]
article-paragraph: A meeting of the stewards of the Taratahi-Carterton Racing Club was held last evening, Mr G. W. Deller in the chair. Messrs Deller and H. R. Bunny were appointed delegates to the conference convened by the Wellington Club to consider of interest to racing clubs. The annual race meeting is to be held on November 9th and 10th. It was resolved to allow the Hawke's Cup, 1911 to lapse. Certain defaulters are to be placed upon the unpaid forfeit list. The Carterton Estate settlers have decided to form a co-operative dairy company, and hope to be ready for operation next season. [837,1126,966,1295]
article-paragraph: By Telegraph—Press Association WELLINGTON, April 6. [988,246,1090,265]
